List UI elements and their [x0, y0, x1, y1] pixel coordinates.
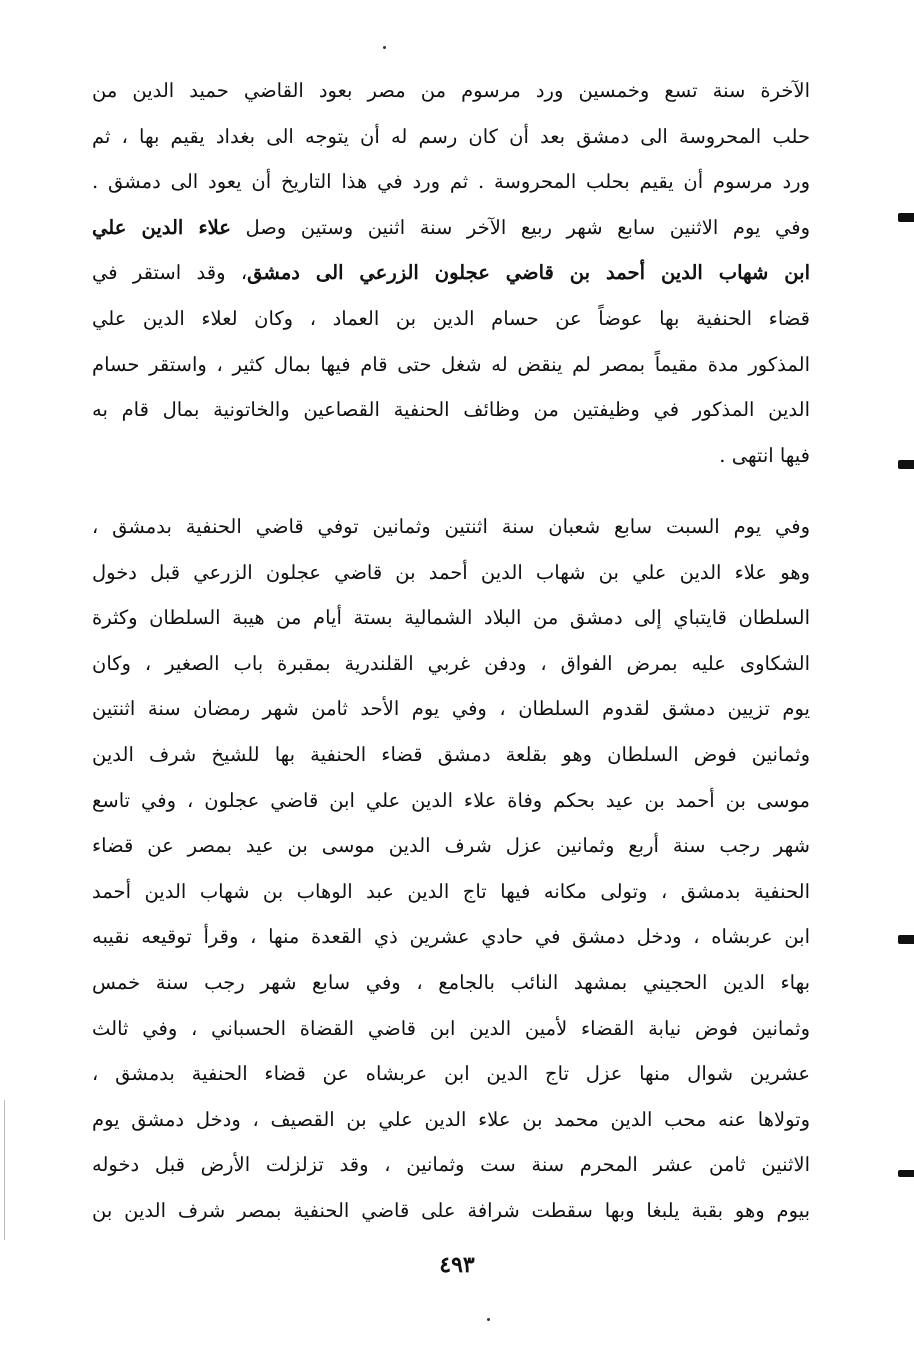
- bold-name: ابن شهاب الدين أحمد بن قاضي عجلون الزرعي الى دمشق: [247, 261, 810, 285]
- paragraph-2: [92, 504, 810, 1234]
- page-number: ٤٩٣: [439, 1252, 475, 1278]
- text-line: موسى بن أحمد بن عيد بحكم وفاة علاء الدين علي ابن قاضي عجلون ، وفي تاسع: [92, 788, 810, 812]
- text-line: الآخرة سنة تسع وخمسين ورد مرسوم من مصر بعود القاضي حميد الدين من: [92, 79, 810, 102]
- text-line: شهر رجب سنة أربع وثمانين عزل شرف الدين موسى بن عيد بمصر عن قضاء: [92, 834, 810, 858]
- text-line: وفي يوم الاثنين سابع شهر ربيع الآخر سنة اثنين وستين وصل علاء الدين علي: [92, 215, 810, 239]
- margin-mark: [898, 213, 914, 222]
- text-line: قضاء الحنفية بها عوضاً عن حسام الدين بن العماد ، وكان لعلاء الدين علي: [92, 306, 810, 330]
- text-line: يوم تزيين دمشق لقدوم السلطان ، وفي يوم الأحد ثامن شهر رمضان سنة اثنتين: [92, 697, 810, 721]
- text-line: الشكاوى عليه بمرض الفواق ، ودفن غربي القلندرية بمقبرة باب الصغير ، وكان: [92, 651, 810, 675]
- text-line: وثمانين فوض نيابة القضاء لأمين الدين ابن قاضي القضاة الحسباني ، وفي ثالث: [92, 1016, 810, 1040]
- text-line: حلب المحروسة الى دمشق بعد أن كان رسم له أن يتوجه الى بغداد يقيم بها ، ثم: [92, 124, 810, 148]
- text-line: الحنفية بدمشق ، وتولى مكانه فيها تاج الدين عبد الوهاب بن شهاب الدين أحمد: [92, 879, 810, 903]
- text-line: ابن عربشاه ، ودخل دمشق في حادي عشرين ذي القعدة منها ، وقرأ توقيعه نقيبه: [92, 925, 810, 949]
- margin-mark: [898, 460, 914, 469]
- text-line: الدين المذكور في وظيفتين من وظائف الحنفية القصاعين والخاتونية بمال قام به: [92, 398, 810, 422]
- text-line: بهاء الدين الحجيني بمشهد النائب بالجامع ، وفي سابع شهر رجب سنة خمس: [92, 970, 810, 994]
- text-line: ورد مرسوم أن يقيم بحلب المحروسة . ثم ورد في هذا التاريخ أن يعود الى دمشق .: [92, 170, 810, 194]
- margin-mark: [898, 935, 914, 944]
- text-line: وفي يوم السبت سابع شعبان سنة اثنتين وثمانين توفي قاضي الحنفية بدمشق ،: [92, 515, 810, 538]
- text-line: وهو علاء الدين علي بن شهاب الدين أحمد بن قاضي عجلون الزرعي قبل دخول: [92, 560, 810, 584]
- text-line: بيوم وهو بقبة يلبغا وبها سقطت شرافة على قاضي الحنفية بمصر شرف الدين بن: [92, 1198, 810, 1222]
- text-line: وتولاها عنه محب الدين محمد بن علاء الدين علي بن القصيف ، ودخل دمشق يوم: [92, 1107, 810, 1131]
- paragraph-1: [92, 68, 810, 478]
- speck: [383, 46, 386, 49]
- text-line: فيها انتهى .: [719, 443, 810, 467]
- text-line: الاثنين ثامن عشر المحرم سنة ست وثمانين ، وقد تزلزلت الأرض قبل دخوله: [92, 1153, 810, 1177]
- bold-name: علاء الدين علي: [92, 215, 231, 239]
- text-line: المذكور مدة مقيماً بمصر لم ينقض له شغل حتى قام فيها بمال كثير ، واستقر حسام: [92, 352, 810, 376]
- text-line: ابن شهاب الدين أحمد بن قاضي عجلون الزرعي الى دمشق، وقد استقر في: [92, 261, 810, 285]
- text-line: وثمانين فوض السلطان وهو بقلعة دمشق قضاء الحنفية بها للشيخ شرف الدين: [92, 742, 810, 766]
- speck: [487, 1318, 490, 1321]
- text-line: عشرين شوال منها عزل تاج الدين ابن عربشاه عن قضاء الحنفية بدمشق ،: [92, 1062, 810, 1086]
- text-line: السلطان قايتباي إلى دمشق من البلاد الشمالية بستة أيام من هيبة السلطان وكثرة: [92, 606, 810, 630]
- margin-mark: [898, 1170, 914, 1177]
- scan-edge: [4, 1100, 5, 1240]
